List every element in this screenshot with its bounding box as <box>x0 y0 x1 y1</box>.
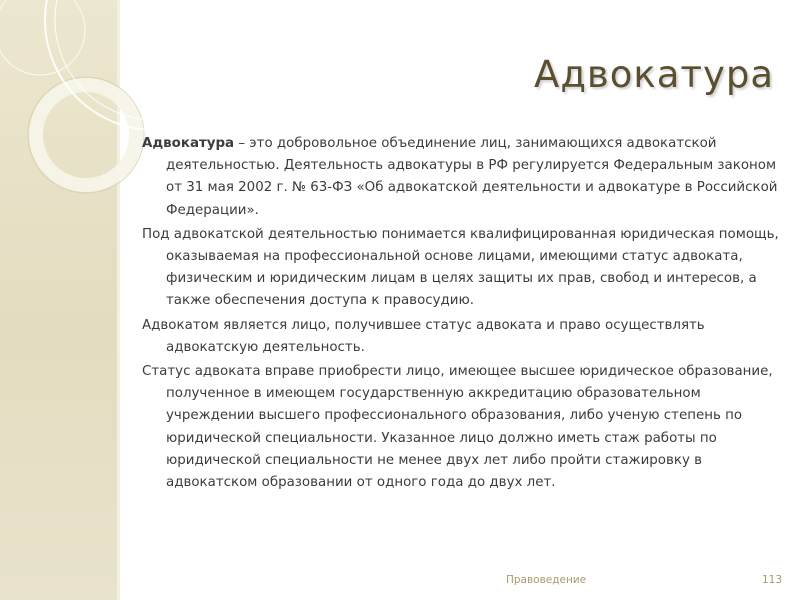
top-small-arc <box>0 0 85 75</box>
slide-content <box>142 133 782 496</box>
footer-subject: Правоведение <box>506 574 587 586</box>
paragraph-status: Статус адвоката вправе приобрести лицо, имеющее высшее юридическое образование, полученное в имеющем государственную аккредитацию образовательном учреждении высшего профессионального образования, либо ученую степень по юридической специальности. Указанное лицо должно иметь стаж работы по юридической специальности не менее двух лет либо пройти стажировку в адвокатском образовании от одного года до двух лет. <box>142 364 773 491</box>
paragraph-advocate: Адвокатом является лицо, получившее статус адвоката и право осуществлять адвокатскую деятельность. <box>142 317 705 355</box>
paragraph-advocacy-activity: Под адвокатской деятельностью понимается квалифицированная юридическая помощь, оказываемая на профессиональной основе лицами, имеющими статус адвоката, физическим и юридическим лицам в целях защиты их прав, свобод и интересов, а также обеспечения доступа к правосудию. <box>142 226 779 309</box>
large-ring <box>36 85 136 185</box>
paragraph-definition <box>142 133 782 222</box>
page-number: 113 <box>762 574 783 586</box>
slide-title: Адвокатура <box>534 53 774 96</box>
term-advokatura: Адвокатура <box>142 136 235 151</box>
large-ring-outline <box>28 77 144 193</box>
paragraph-text: – это добровольное объединение лиц, занимающихся адвокатской деятельностью. Деятельность адвокатуры в РФ регулируется Федеральным законом от 31 мая 2002 г. № 63-ФЗ «Об адвокатской деятельности и адвокатуре в Российской Федерации». <box>166 136 778 218</box>
